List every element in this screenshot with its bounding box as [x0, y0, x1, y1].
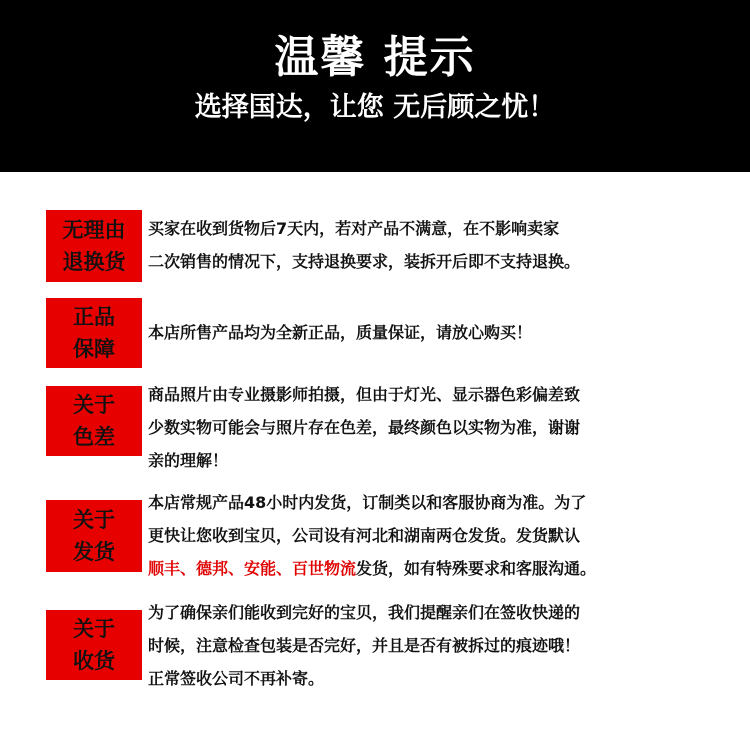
text-line: 二次销售的情况下，支持退换要求，装拆开后即不支持退换。: [148, 252, 581, 271]
text-genuine-guarantee: [148, 316, 708, 349]
label-line: 色差: [73, 425, 115, 449]
label-line: 关于: [73, 617, 115, 641]
label-line: 正品: [73, 305, 115, 329]
courier-suffix: 发货，如有特殊要求和客服沟通。: [356, 559, 597, 578]
text-line: 本店所售产品均为全新正品，质量保证，请放心购买！: [148, 323, 533, 342]
label-line: 保障: [73, 337, 115, 361]
text-line: 亲的理解！: [148, 451, 229, 470]
label-color-difference: [46, 386, 142, 456]
label-line: 发货: [73, 540, 115, 564]
courier-list: 顺丰、德邦、安能、百世物流: [148, 559, 357, 578]
page-title: 温馨 提示: [274, 32, 476, 83]
label-line: 收货: [73, 649, 115, 673]
label-line: 无理由: [62, 218, 126, 242]
text-return-policy: [148, 212, 708, 278]
text-shipping: [148, 486, 708, 585]
label-receiving: [46, 610, 142, 680]
header-banner: [0, 0, 750, 172]
text-receiving: [148, 596, 708, 695]
text-line: 正常签收公司不再补寄。: [148, 669, 325, 688]
text-line: 为了确保亲们能收到完好的宝贝，我们提醒亲们在签收快递的: [148, 603, 581, 622]
text-line-couriers: [148, 552, 708, 585]
label-line: 退换货: [62, 250, 126, 274]
label-return-policy: [46, 210, 142, 282]
text-line: 更快让您收到宝贝，公司设有河北和湖南两仓发货。发货默认: [148, 526, 581, 545]
text-line: 时候，注意检查包装是否完好，并且是否有被拆过的痕迹哦！: [148, 636, 581, 655]
text-line: 少数实物可能会与照片存在色差，最终颜色以实物为准，谢谢: [148, 418, 581, 437]
label-shipping: [46, 500, 142, 572]
label-line: 关于: [73, 393, 115, 417]
text-color-difference: [148, 378, 708, 477]
text-line: 商品照片由专业摄影师拍摄，但由于灯光、显示器色彩偏差致: [148, 385, 581, 404]
label-line: 关于: [73, 508, 115, 532]
label-genuine-guarantee: [46, 298, 142, 368]
text-line: 买家在收到货物后7天内，若对产品不满意，在不影响卖家: [148, 219, 560, 238]
text-line: 本店常规产品48小时内发货，订制类以和客服协商为准。为了: [148, 493, 587, 512]
page-subtitle: 选择国达，让您 无后顾之忧！: [194, 92, 556, 123]
